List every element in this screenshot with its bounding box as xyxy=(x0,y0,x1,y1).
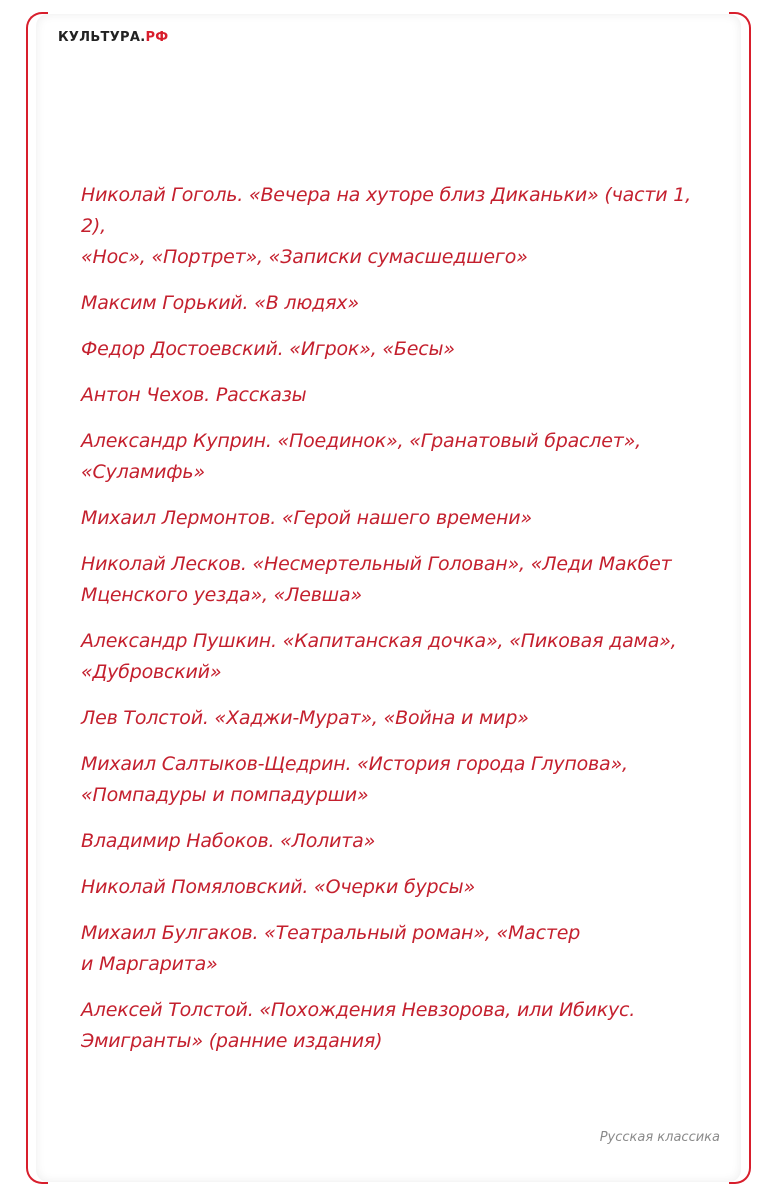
list-item-line: Мценского уезда», «Левша» xyxy=(81,584,362,606)
list-item xyxy=(81,426,701,488)
list-item xyxy=(81,749,701,811)
logo-accent-text: РФ xyxy=(145,30,169,45)
list-item xyxy=(81,180,701,273)
list-item-line: «Нос», «Портрет», «Записки сумасшедшего» xyxy=(81,246,528,268)
list-item xyxy=(81,288,701,319)
list-item-line: Николай Лесков. «Несмертельный Голован», «Леди Макбет xyxy=(81,553,672,575)
list-item-line: Эмигранты» (ранние издания) xyxy=(81,1030,383,1052)
list-item xyxy=(81,626,701,688)
list-item-line: Михаил Салтыков-Щедрин. «История города Глупова», xyxy=(81,753,628,775)
list-item-line: Александр Куприн. «Поединок», «Гранатовый браслет», xyxy=(81,430,641,452)
list-item-line: Алексей Толстой. «Похождения Невзорова, или Ибикус. xyxy=(81,999,636,1021)
list-item-line: Федор Достоевский. «Игрок», «Бесы» xyxy=(81,338,455,360)
list-item-line: Михаил Лермонтов. «Герой нашего времени» xyxy=(81,507,532,529)
list-item xyxy=(81,826,701,857)
list-item-line: «Суламифь» xyxy=(81,461,205,483)
list-item-line: «Помпадуры и помпадурши» xyxy=(81,784,369,806)
list-item xyxy=(81,918,701,980)
list-item-line: Антон Чехов. Рассказы xyxy=(81,384,307,406)
list-item xyxy=(81,549,701,611)
frame-left-bracket xyxy=(26,12,48,1184)
list-item-line: Владимир Набоков. «Лолита» xyxy=(81,830,376,852)
logo-main-text: КУЛЬТУРА. xyxy=(58,30,146,45)
list-item xyxy=(81,503,701,534)
list-item-line: Максим Горький. «В людях» xyxy=(81,292,359,314)
list-item-line: «Дубровский» xyxy=(81,661,222,683)
site-logo[interactable] xyxy=(58,30,169,45)
book-list xyxy=(81,180,701,1072)
list-item-line: Михаил Булгаков. «Театральный роман», «Мастер xyxy=(81,922,581,944)
list-item xyxy=(81,995,701,1057)
list-item-line: и Маргарита» xyxy=(81,953,218,975)
list-item-line: Николай Гоголь. «Вечера на хуторе близ Диканьки» (части 1, 2), xyxy=(81,184,691,237)
list-item-line: Лев Толстой. «Хаджи-Мурат», «Война и мир» xyxy=(81,707,529,729)
frame-right-bracket xyxy=(729,12,751,1184)
list-item xyxy=(81,703,701,734)
list-item xyxy=(81,872,701,903)
list-item xyxy=(81,334,701,365)
list-item-line: Александр Пушкин. «Капитанская дочка», «Пиковая дама», xyxy=(81,630,677,652)
category-label: Русская классика xyxy=(599,1130,720,1145)
list-item-line: Николай Помяловский. «Очерки бурсы» xyxy=(81,876,475,898)
list-item xyxy=(81,380,701,411)
